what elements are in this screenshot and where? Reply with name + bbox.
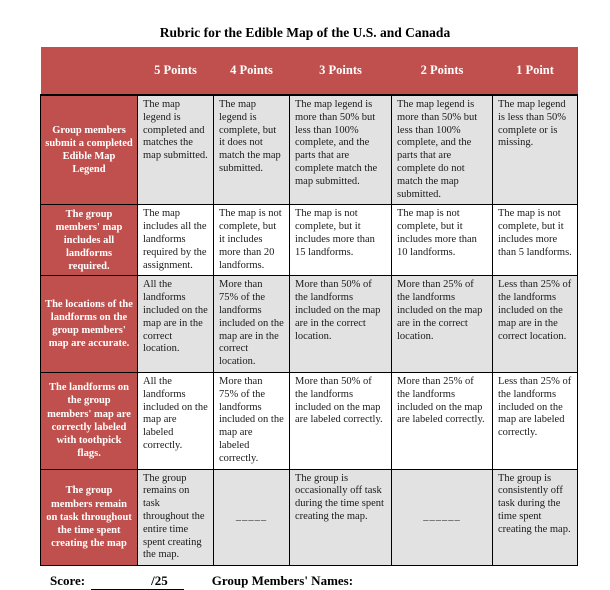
table-row — [41, 469, 578, 566]
header-4-points: 4 Points — [214, 47, 290, 95]
row-label-toothpick-flags: The landforms on the group members' map are correctly labeled with toothpick flags. — [41, 372, 138, 469]
table-row — [41, 372, 578, 469]
rubric-cell: The map legend is completed and matches the map submitted. — [138, 95, 214, 205]
rubric-cell: The map is not complete, but it includes more than 10 landforms. — [392, 205, 493, 276]
table-row — [41, 95, 578, 205]
rubric-cell: The map is not complete, but it includes more than 20 landforms. — [214, 205, 290, 276]
rubric-cell: The group remains on task throughout the entire time spent creating the map. — [138, 469, 214, 566]
rubric-cell: The group is consistently off task during the time spent creating the map. — [493, 469, 578, 566]
row-label-landforms-included: The group members' map includes all landforms required. — [41, 205, 138, 276]
rubric-cell: The map legend is more than 50% but less than 100% complete, and the parts that are complete match the map submitted. — [290, 95, 392, 205]
rubric-cell: All the landforms included on the map are labeled correctly. — [138, 372, 214, 469]
page-title: Rubric for the Edible Map of the U.S. and Canada — [159, 25, 451, 40]
rubric-cell: More than 25% of the landforms included on the map are labeled correctly. — [392, 372, 493, 469]
rubric-cell: The map legend is more than 50% but less than 100% complete, and the parts that are complete do not match the map submitted. — [392, 95, 493, 205]
group-members-names-label: Group Members' Names: — [211, 573, 354, 589]
rubric-cell: More than 50% of the landforms included on the map are labeled correctly. — [290, 372, 392, 469]
header-1-point: 1 Point — [493, 47, 578, 95]
rubric-cell: More than 25% of the landforms included on the map are in the correct location. — [392, 276, 493, 373]
rubric-cell: The map legend is less than 50% complete or is missing. — [493, 95, 578, 205]
rubric-cell: All the landforms included on the map are in the correct location. — [138, 276, 214, 373]
rubric-cell: The map legend is complete, but it does not match the map submitted. — [214, 95, 290, 205]
rubric-cell: Less than 25% of the landforms included on the map are labeled correctly. — [493, 372, 578, 469]
rubric-cell-blank: ______ — [392, 469, 493, 566]
header-3-points: 3 Points — [290, 47, 392, 95]
row-label-on-task: The group members remain on task throughout the time spent creating the map — [41, 469, 138, 566]
rubric-cell: More than 75% of the landforms included on the map are labeled correctly. — [214, 372, 290, 469]
header-2-points: 2 Points — [392, 47, 493, 95]
rubric-cell: More than 50% of the landforms included on the map are in the correct location. — [290, 276, 392, 373]
rubric-table — [40, 47, 578, 566]
rubric-cell: The map is not complete, but it includes more than 5 landforms. — [493, 205, 578, 276]
score-label: Score: — [50, 573, 86, 589]
rubric-cell: Less than 25% of the landforms included on the map are in the correct location. — [493, 276, 578, 373]
rubric-cell: The map is not complete, but it includes more than 15 landforms. — [290, 205, 392, 276]
rubric-cell: The group is occasionally off task during the time spent creating the map. — [290, 469, 392, 566]
rubric-cell-blank: _____ — [214, 469, 290, 566]
rubric-cell: More than 75% of the landforms included on the map are in the correct location. — [214, 276, 290, 373]
row-label-legend: Group members submit a completed Edible Map Legend — [41, 95, 138, 205]
header-5-points: 5 Points — [138, 47, 214, 95]
header-corner-cell — [41, 47, 138, 95]
table-header-row — [41, 47, 578, 95]
table-row — [41, 276, 578, 373]
score-fill-in-line — [91, 573, 184, 590]
score-footer — [50, 573, 610, 590]
score-total: /25 — [151, 573, 168, 589]
table-row — [41, 205, 578, 276]
rubric-cell: The map includes all the landforms required by the assignment. — [138, 205, 214, 276]
row-label-locations-accurate: The locations of the landforms on the group members' map are accurate. — [41, 276, 138, 373]
